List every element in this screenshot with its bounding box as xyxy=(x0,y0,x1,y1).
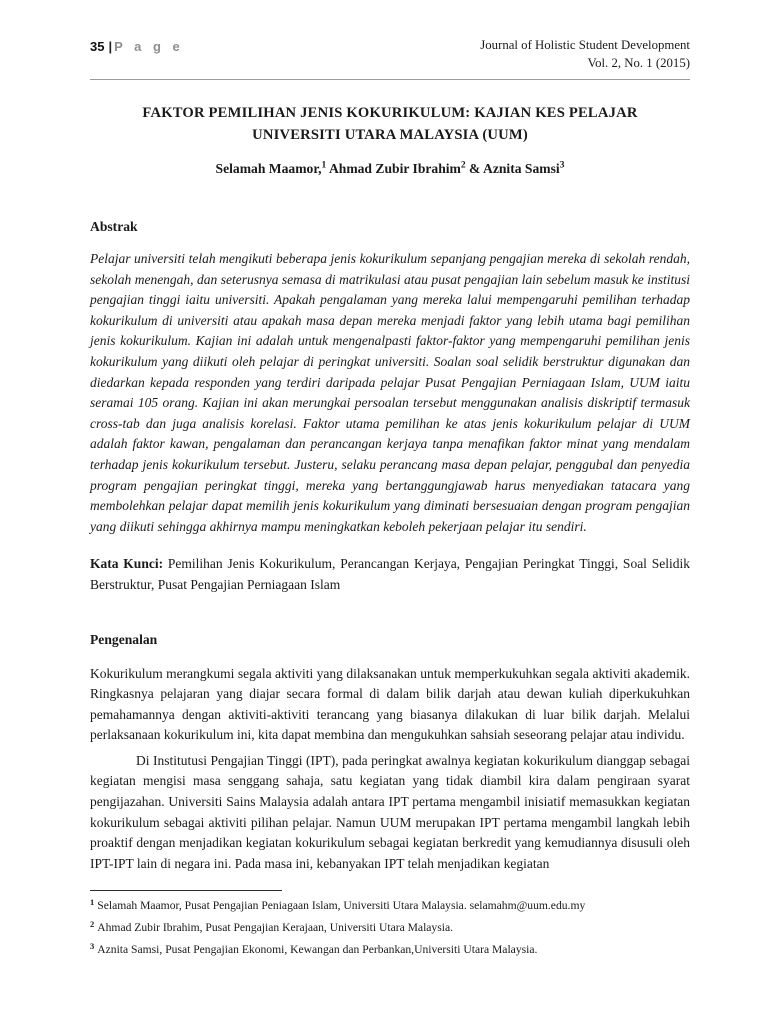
journal-issue: Vol. 2, No. 1 (2015) xyxy=(587,56,690,70)
footnote xyxy=(90,917,690,939)
header-rule xyxy=(90,79,690,80)
footnote-number: 1 xyxy=(90,896,95,907)
footnote-number: 2 xyxy=(90,918,95,929)
footnote-number: 3 xyxy=(90,940,95,951)
abstract-heading: Abstrak xyxy=(90,219,138,234)
page-word: P a g e xyxy=(114,39,184,54)
running-head xyxy=(90,0,690,72)
page-number: 35 xyxy=(90,39,105,54)
page-number-separator: | xyxy=(108,39,113,54)
author-name: Aznita Samsi xyxy=(483,161,560,176)
keywords-text: Pemilihan Jenis Kokurikulum, Perancangan Kerjaya, Pengajian Peringkat Tinggi, Soal Selidik Berstruktur, Pusat Pengajian Perniagaan Islam xyxy=(90,556,690,592)
author-name: Ahmad Zubir Ibrahim xyxy=(328,161,461,176)
author-separator: & xyxy=(465,161,484,176)
article-title-line2: UNIVERSITI UTARA MALAYSIA (UUM) xyxy=(252,127,528,143)
authors-line xyxy=(90,161,690,177)
author-name: Selamah Maamor, xyxy=(215,161,322,176)
page-content xyxy=(90,0,690,961)
article-title-line1: FAKTOR PEMILIHAN JENIS KOKURIKULUM: KAJIAN KES PELAJAR xyxy=(142,105,638,121)
footnote-separator-rule xyxy=(90,890,282,891)
introduction-heading: Pengenalan xyxy=(90,631,158,647)
keywords xyxy=(90,554,690,595)
journal-header xyxy=(480,36,690,72)
journal-name: Journal of Holistic Student Development xyxy=(480,38,690,52)
keywords-label: Kata Kunci: xyxy=(90,556,164,572)
article-title xyxy=(90,102,690,146)
footnote xyxy=(90,939,690,961)
introduction-paragraph-1: Kokurikulum merangkumi segala aktiviti yang dilaksanakan untuk memperkukuhkan segala aktiviti akademik. Ringkasnya pelajaran yang diajar secara formal di dalam bilik darjah atau dewan kuliah diperkukuhkan pemahamannya dengan aktiviti-aktiviti terancang yang biasanya dilakukan di luar bilik darjah. Melalui perlaksanaan kokurikulum ini, kita dapat membina dan mengukuhkan sahsiah seseorang pelajar atau individu. xyxy=(90,665,690,743)
author-footnote-ref: 2 xyxy=(460,160,466,171)
footnote-text: Ahmad Zubir Ibrahim, Pusat Pengajian Kerajaan, Universiti Utara Malaysia. xyxy=(97,921,454,935)
author-footnote-ref: 3 xyxy=(559,160,565,171)
footnote xyxy=(90,895,690,917)
page-number-label xyxy=(90,36,184,54)
abstract-body: Pelajar universiti telah mengikuti beberapa jenis kokurikulum sepanjang pengajian mereka di sekolah rendah, sekolah menengah, dan seterusnya semasa di matrikulasi atau pusat pengajian lain sebelum masuk ke institusi pengajian tinggi iaitu universiti. Apakah pengalaman yang mereka lalui mempengaruhi pemilihan terhadap kokurikulum di universiti atau apakah masa depan mereka menjadi faktor yang lebih utama bagi pemilihan jenis kokurikulum. Kajian ini adalah untuk mengenalpasti faktor-faktor yang mempengaruhi pemilihan jenis kokurikulum yang diikuti oleh pelajar di peringkat universiti. Soalan soal selidik berstruktur digunakan dan diedarkan kepada responden yang terdiri daripada pelajar Pusat Pengajian Perniagaan Islam, UUM iaitu seramai 105 orang. Kajian ini akan merungkai persoalan tersebut menggunakan analisis diskriptif termasuk cross-tab dan juga analisis korelasi. Faktor utama pemilihan ke atas jenis kokurikulum pelajar di UUM adalah faktor kawan, pengalaman dan perancangan kerjaya tanpa menafikan faktor minat yang mendalam terhadap jenis kokurikulum tersebut. Justeru, selaku perancang masa depan pelajar, penggubal dan penyedia program pengajian peringkat tinggi, mereka yang bertanggungjawab harus menyediakan tatacara yang membolehkan pelajar dapat memilih jenis kokurikulum yang diminati bersesuaian dengan program pengajian yang diikuti sehingga akhirnya mampu meningkatkan keboleh pekerjaan pelajar itu sendiri. xyxy=(90,251,690,534)
introduction-paragraph-2: Di Institutusi Pengajian Tinggi (IPT), pada peringkat awalnya kegiatan kokurikulum dianggap sebagai kegiatan mengisi masa senggang sahaja, satu kegiatan yang tidak diambil kira dalam pengiraan syarat pengijazahan. Universiti Sains Malaysia adalah antara IPT pertama mengambil inisiatif memasukkan kegiatan kokurikulum sebagai aktiviti pilihan pelajar. Namun UUM merupakan IPT pertama mengambil langkah lebih proaktif dengan menjadikan kegiatan kokurikulum sebagai kegiatan berkredit yang kemudiannya disusuli oleh IPT-IPT lain di negara ini. Pada masa ini, kebanyakan IPT telah menjadikan kegiatan xyxy=(90,752,690,871)
footnote-text: Selamah Maamor, Pusat Pengajian Peniagaan Islam, Universiti Utara Malaysia. selamahm@uum.edu.my xyxy=(97,899,586,913)
author-footnote-ref: 1 xyxy=(321,160,327,171)
footnotes xyxy=(90,895,690,961)
footnote-text: Aznita Samsi, Pusat Pengajian Ekonomi, Kewangan dan Perbankan,Universiti Utara Malaysia. xyxy=(97,943,538,957)
